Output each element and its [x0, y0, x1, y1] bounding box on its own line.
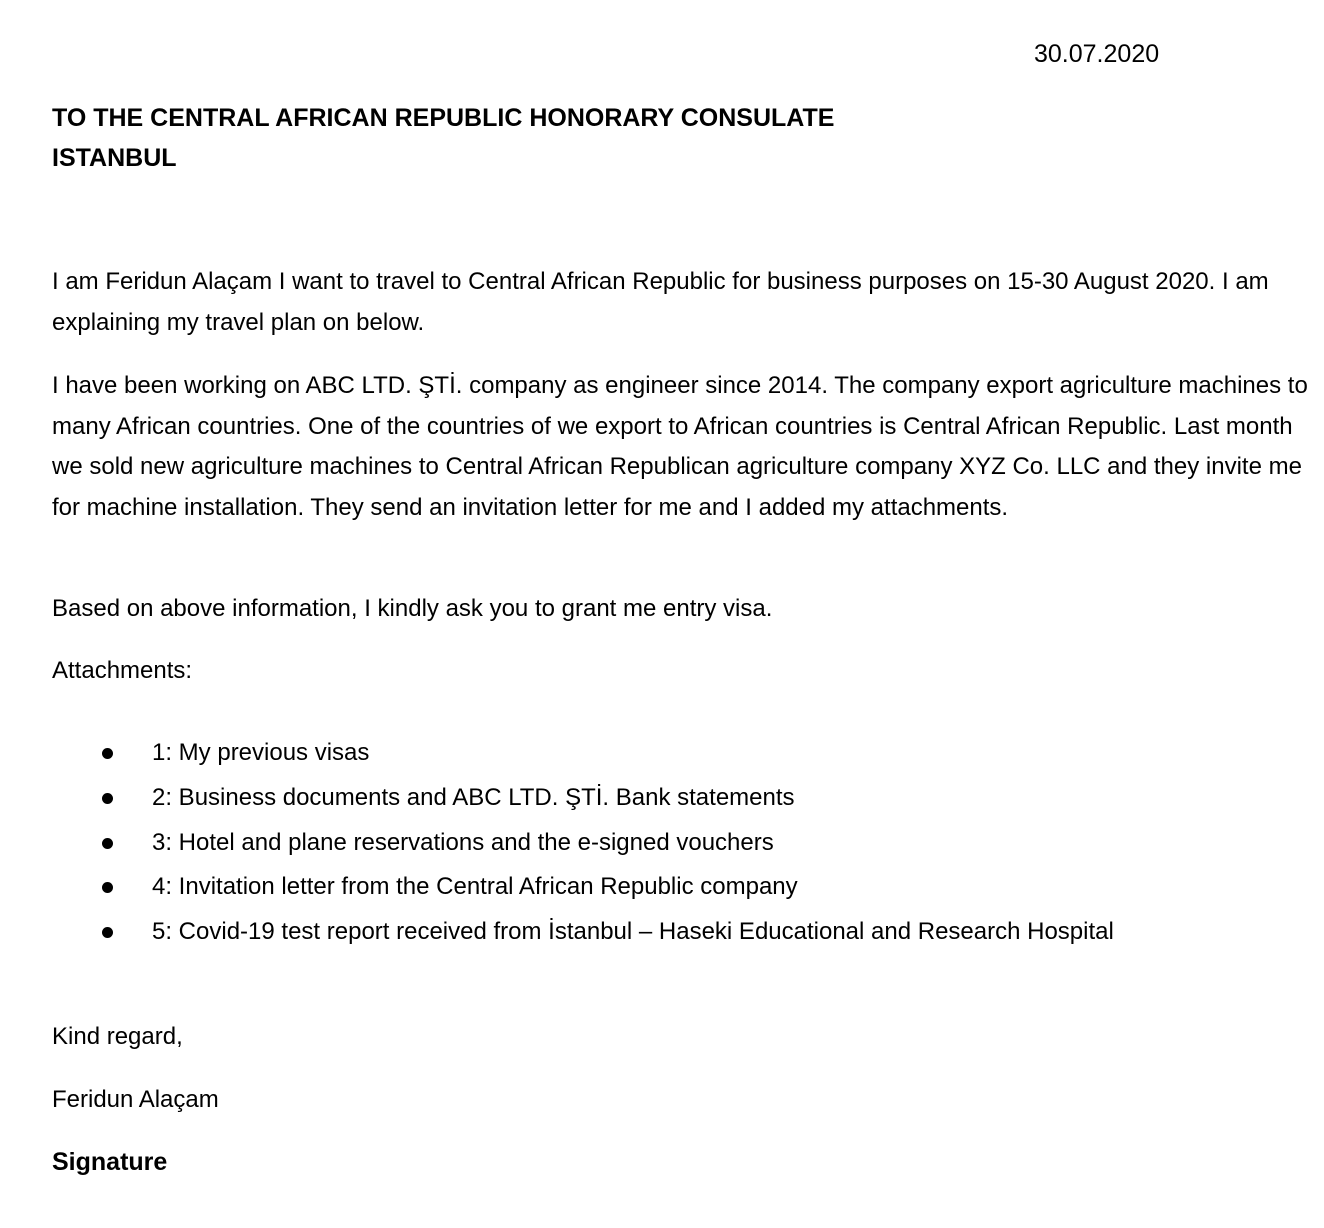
sender-name: Feridun Alaçam [52, 1086, 219, 1113]
letter-date: 30.07.2020 [1034, 40, 1160, 68]
attachment-item [52, 867, 1114, 912]
attachment-text: 3: Hotel and plane reservations and the e-signed vouchers [152, 828, 774, 856]
bullet-icon [102, 882, 113, 893]
closing-line: Kind regard, [52, 1023, 183, 1050]
attachment-text: 5: Covid-19 test report received from İstanbul – Haseki Educational and Research Hospital [152, 918, 1114, 946]
request-paragraph: Based on above information, I kindly ask you to grant me entry visa. [52, 595, 773, 622]
attachment-item [52, 823, 1114, 868]
bullet-icon [102, 927, 113, 938]
attachment-item [52, 912, 1114, 957]
recipient-block [52, 98, 834, 178]
attachment-text: 2: Business documents and ABC LTD. ŞTİ. Bank statements [152, 783, 795, 811]
bullet-icon [102, 793, 113, 804]
intro-paragraph: I am Feridun Alaçam I want to travel to Central African Republic for business purposes on 15-30 August 2020. I am explaining my travel plan on below. [52, 268, 1269, 336]
attachment-item [52, 778, 1114, 823]
attachments-list [52, 733, 1114, 957]
signature-label: Signature [52, 1148, 168, 1176]
bullet-icon [102, 838, 113, 849]
employment-paragraph: I have been working on ABC LTD. ŞTİ. company as engineer since 2014. The company export agriculture machines to many African countries. One of the countries of we export to African countries is Central African Republic. Last month we sold new agriculture machines to Central African Republican agriculture company XYZ Co. LLC and they invite me for machine installation. They send an invitation letter for me and I added my attachments. [52, 372, 1308, 521]
attachment-text: 1: My previous visas [152, 739, 370, 766]
attachments-label: Attachments: [52, 657, 193, 684]
attachment-text: 4: Invitation letter from the Central African Republic company [152, 873, 798, 901]
recipient-line-2: ISTANBUL [52, 144, 177, 172]
recipient-line-1: TO THE CENTRAL AFRICAN REPUBLIC HONORARY CONSULATE [52, 104, 835, 132]
attachment-item [52, 733, 1114, 778]
bullet-icon [102, 748, 113, 759]
